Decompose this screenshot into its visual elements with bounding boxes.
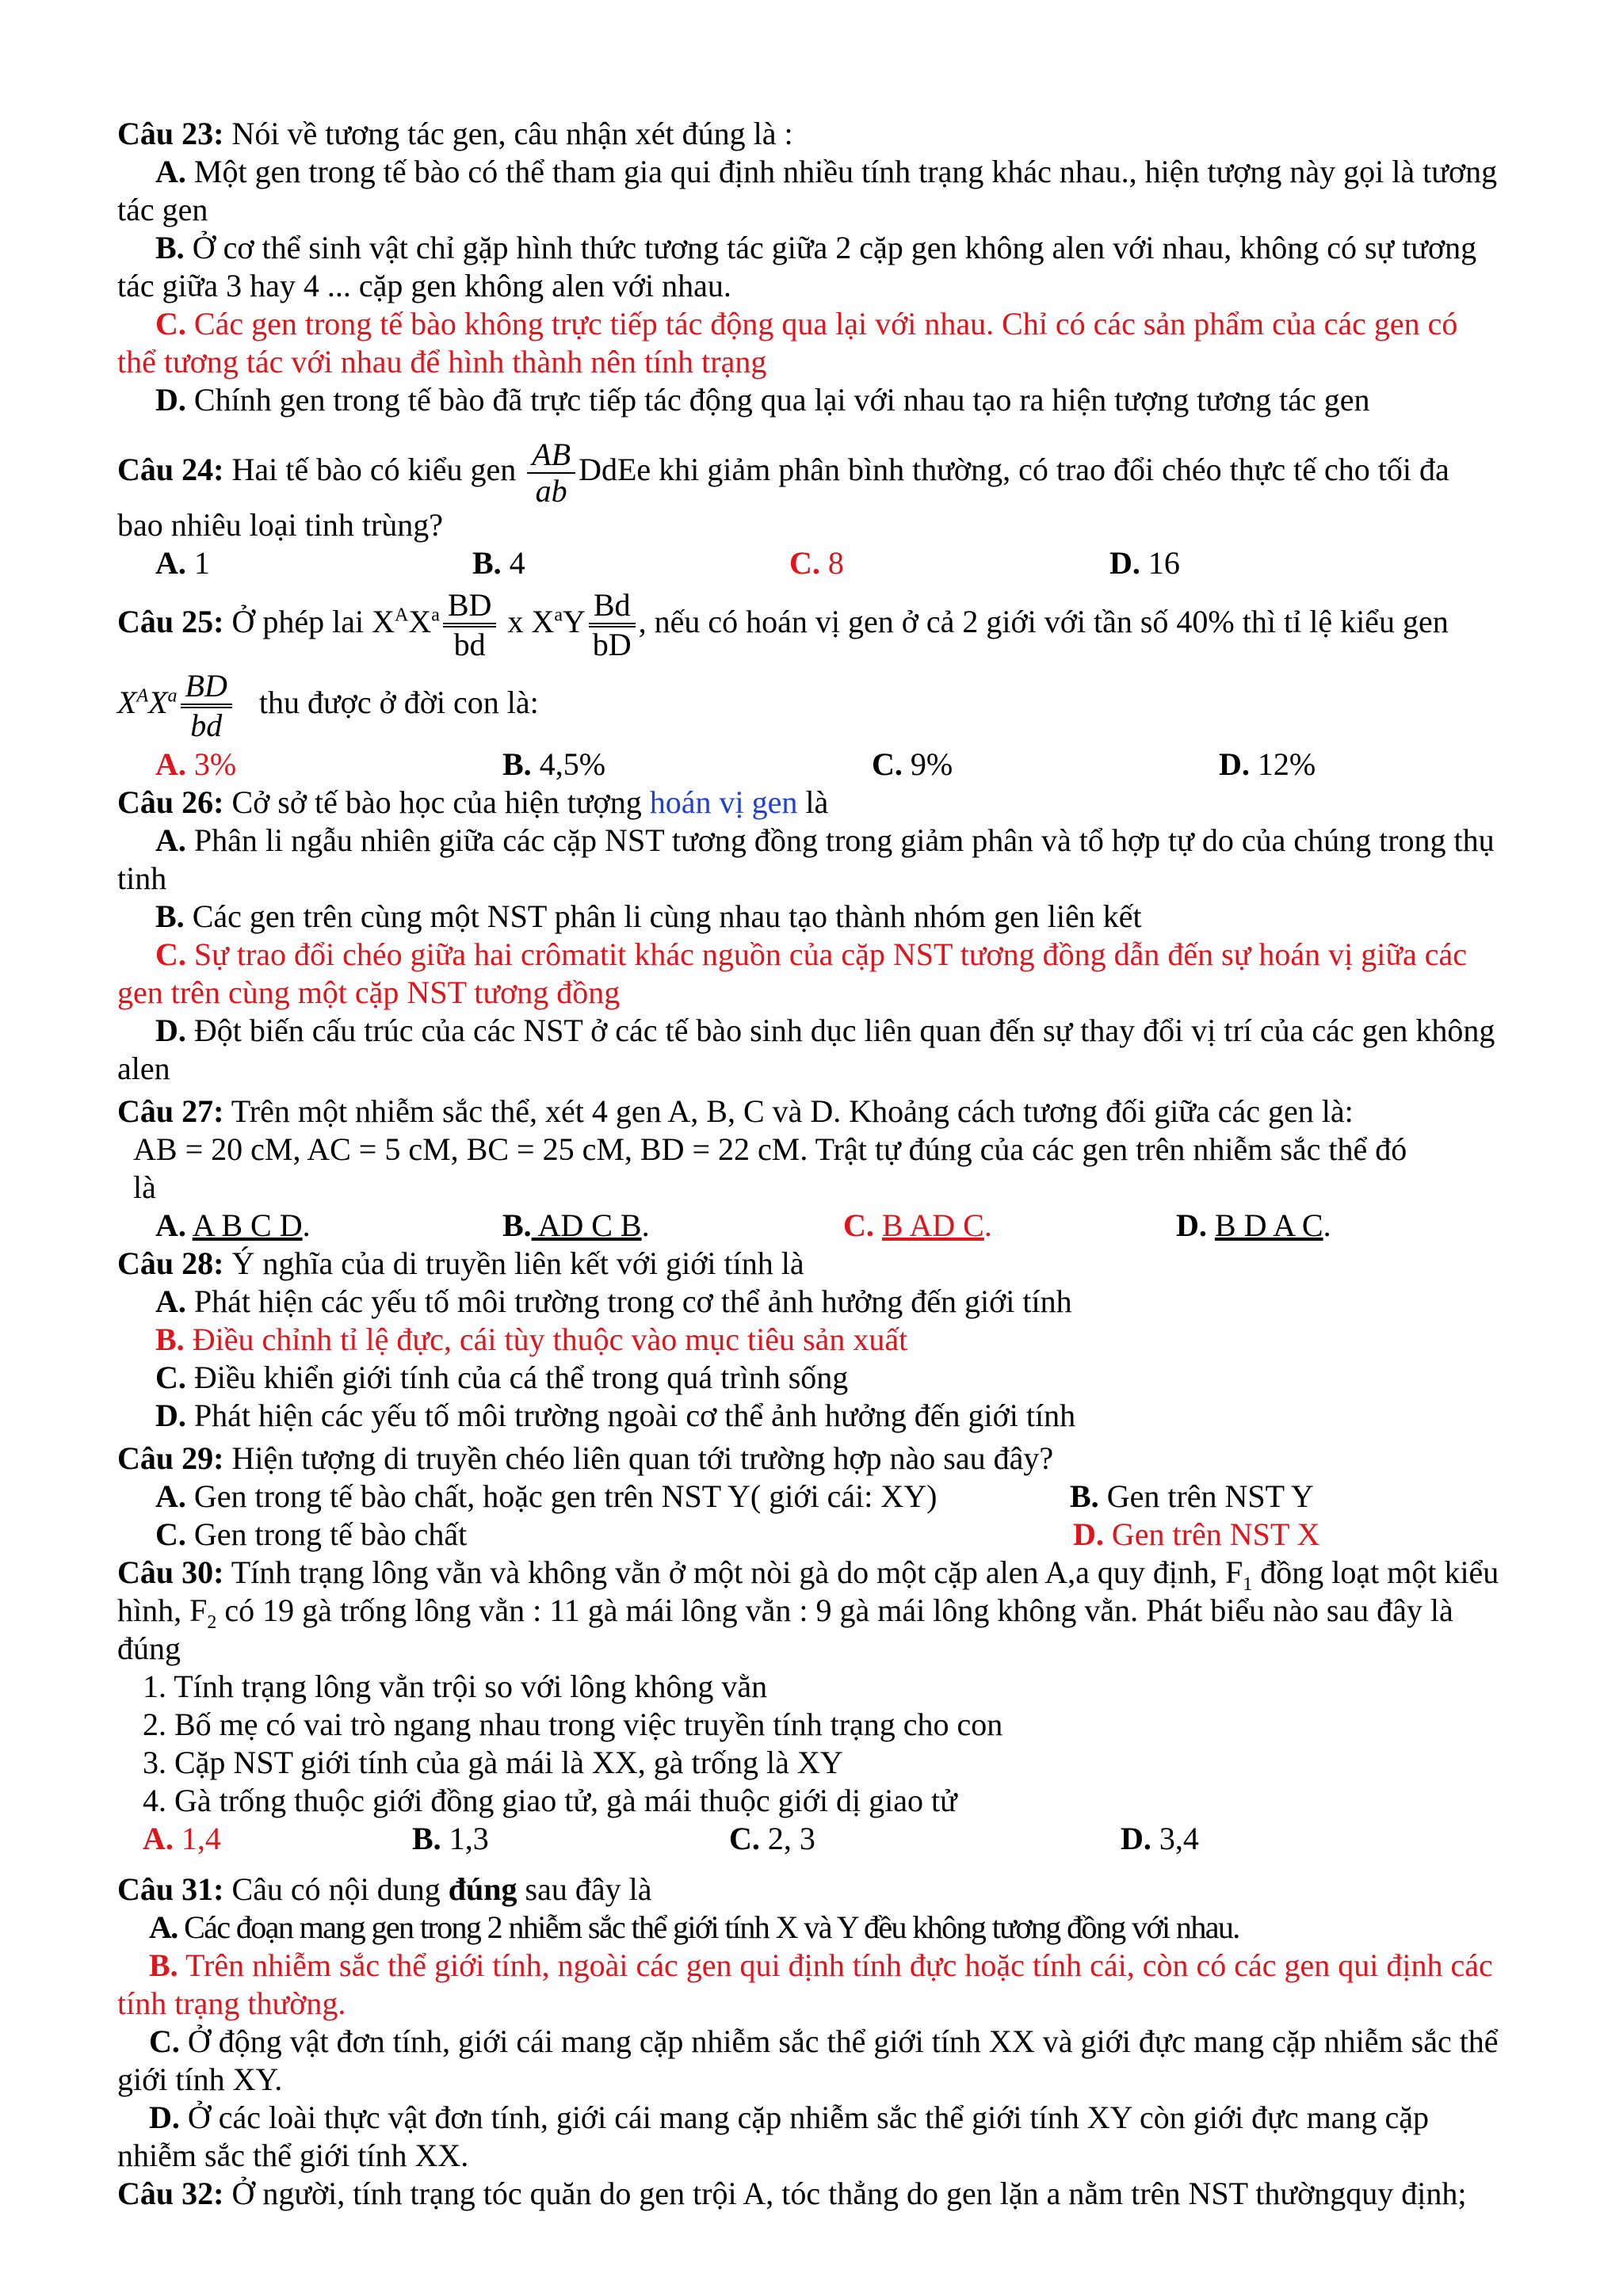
q23-option-a-cont: tác gen — [117, 192, 208, 227]
q31-option-a: A. Các đoạn mang gen trong 2 nhiễm sắc thể giới tính X và Y đều không tương đồng với nhau. — [149, 1909, 1239, 1945]
q31-option-b-cont: tính trạng thường. — [117, 1985, 346, 2021]
q25-option-d: D. 12% — [1219, 746, 1316, 782]
q23-option-b-cont: tác giữa 3 hay 4 ... cặp gen không alen với nhau. — [117, 268, 731, 303]
q29-option-c: C. Gen trong tế bào chất — [155, 1516, 468, 1552]
q24-option-d: D. 16 — [1109, 545, 1180, 581]
q24-genotype-fraction: $\frac{AB}{ab}$ — [527, 437, 575, 509]
q26-option-a: A. Phân li ngẫu nhiên giữa các cặp NST tương đồng trong giảm phân và tổ hợp tự do của chúng trong thụ — [155, 822, 1495, 858]
q23-option-d: D. Chính gen trong tế bào đã trực tiếp tác động qua lại với nhau tạo ra hiện tượng tương tác gen — [155, 382, 1370, 418]
q30-option-b: B. 1,3 — [412, 1821, 489, 1856]
q31-option-c: C. Ở động vật đơn tính, giới cái mang cặp nhiễm sắc thể giới tính XX và giới đực mang cặp nhiễm sắc thể — [149, 2023, 1499, 2059]
q25-stem: Câu 25: Ở phép lai $X^AX^a$ $\frac{BD}{bd}$ x $X^aY$ $\frac{Bd}{bD}$ , nếu có hoán vị gen ở cả 2 giới với tần số 40% thì tỉ lệ kiểu gen — [117, 586, 1449, 662]
q27-option-a: A. A B C D. — [155, 1207, 311, 1243]
q25-genotype-line: $X^AX^a$ $\frac{BD}{bd}$ thu được ở đời con là: — [117, 667, 539, 743]
q25-option-a-answer: A. 3% — [155, 746, 237, 782]
q30-option-a-answer: A. 1,4 — [143, 1821, 221, 1856]
q25-fraction-bd: $\frac{BD}{bd}$ — [443, 588, 497, 662]
q24-stem-cont: bao nhiêu loại tinh trùng? — [117, 507, 444, 543]
q25-target-fraction: $\frac{BD}{bd}$ — [181, 669, 232, 743]
q23-option-c-cont: thể tương tác với nhau để hình thành nên tính trạng — [117, 344, 767, 379]
q31-option-d-cont: nhiễm sắc thể giới tính XX. — [117, 2138, 469, 2173]
q23-option-b: B. Ở cơ thể sinh vật chỉ gặp hình thức tương tác giữa 2 cặp gen không alen với nhau, không có sự tương — [155, 230, 1477, 265]
q30-stem: Câu 30: Tính trạng lông vằn và không vằn ở một nòi gà do một cặp alen A,a quy định, $F_1$ đồng loạt một kiểu — [117, 1554, 1499, 1595]
q27-stem: Câu 27: Trên một nhiễm sắc thể, xét 4 gen A, B, C và D. Khoảng cách tương đối giữa các gen là: — [117, 1093, 1354, 1129]
q29-option-b: B. Gen trên NST Y — [1070, 1478, 1314, 1514]
q26-option-c-answer: C. Sự trao đổi chéo giữa hai crômatit khác nguồn của cặp NST tương đồng dẫn đến sự hoán vị giữa các — [155, 936, 1468, 972]
q26-option-c-cont: gen trên cùng một cặp NST tương đồng — [117, 974, 621, 1010]
q29-option-a: A. Gen trong tế bào chất, hoặc gen trên NST Y( giới cái: XY) — [155, 1478, 938, 1514]
q28-stem: Câu 28: Ý nghĩa của di truyền liên kết với giới tính là — [117, 1245, 804, 1281]
q31-option-d: D. Ở các loài thực vật đơn tính, giới cái mang cặp nhiễm sắc thể giới tính XY còn giới đực mang cặp — [149, 2100, 1429, 2135]
q24-stem: Câu 24: Hai tế bào có kiểu gen $\frac{AB}{ab}$ DdEe khi giảm phân bình thường, có trao đổi chéo thực tế cho tối đa — [117, 436, 1449, 509]
q27-stem-cont: AB = 20 cM, AC = 5 cM, BC = 25 cM, BD = 22 cM. Trật tự đúng của các gen trên nhiễm sắc thể đó — [133, 1131, 1407, 1167]
q30-stem-cont: hình, $F_2$ có 19 gà trống lông vằn : 11 gà mái lông vằn : 9 gà mái lông không vằn. Phát biểu nào sau đây là — [117, 1592, 1453, 1633]
q25-option-c: C. 9% — [872, 746, 953, 782]
q23-option-a: A. Một gen trong tế bào có thể tham gia qui định nhiều tính trạng khác nhau., hiện tượng này gọi là tương — [155, 154, 1498, 189]
q27-option-d: D. B D A C. — [1176, 1207, 1331, 1243]
q30-statement-1: 1. Tính trạng lông vằn trội so với lông không vằn — [143, 1669, 768, 1704]
q25-fraction-bd2: $\frac{Bd}{bD}$ — [589, 588, 636, 662]
q24-option-b: B. 4 — [472, 545, 525, 581]
q30-stem-cont2: đúng — [117, 1630, 181, 1666]
q26-option-d: D. Đột biến cấu trúc của các NST ở các tế bào sinh dục liên quan đến sự thay đổi vị trí của các gen không — [155, 1013, 1495, 1048]
q32-stem: Câu 32: Ở người, tính trạng tóc quăn do gen trội A, tóc thẳng do gen lặn a nằm trên NST thườngquy định; — [117, 2176, 1467, 2211]
q27-option-b: B. AD C B. — [502, 1207, 650, 1243]
q29-option-d-answer: D. Gen trên NST X — [1073, 1516, 1320, 1552]
q30-statement-3: 3. Cặp NST giới tính của gà mái là XX, gà trống là XY — [143, 1745, 843, 1780]
q23-stem: Câu 23: Nói về tương tác gen, câu nhận xét đúng là : — [117, 116, 793, 151]
q30-option-d: D. 3,4 — [1121, 1821, 1199, 1856]
q31-option-b-answer: B. Trên nhiễm sắc thể giới tính, ngoài các gen qui định tính đực hoặc tính cái, còn có các gen qui định các — [149, 1947, 1493, 1983]
q26-option-b: B. Các gen trên cùng một NST phân li cùng nhau tạo thành nhóm gen liên kết — [155, 898, 1142, 934]
q26-stem: Câu 26: Cở sở tế bào học của hiện tượng hoán vị gen là — [117, 784, 829, 820]
q28-option-c: C. Điều khiển giới tính của cá thể trong quá trình sống — [155, 1360, 849, 1395]
q28-option-b-answer: B. Điều chỉnh tỉ lệ đực, cái tùy thuộc vào mục tiêu sản xuất — [155, 1322, 908, 1357]
q28-option-a: A. Phát hiện các yếu tố môi trường trong cơ thể ảnh hưởng đến giới tính — [155, 1283, 1072, 1319]
q29-stem: Câu 29: Hiện tượng di truyền chéo liên quan tới trường hợp nào sau đây? — [117, 1440, 1054, 1476]
q23-option-c-answer: C. Các gen trong tế bào không trực tiếp tác động qua lại với nhau. Chỉ có các sản phẩm của các gen có — [155, 306, 1458, 341]
q26-option-a-cont: tinh — [117, 860, 167, 896]
q30-option-c: C. 2, 3 — [729, 1821, 815, 1856]
q24-option-c-answer: C. 8 — [789, 545, 844, 581]
q26-option-d-cont: alen — [117, 1051, 170, 1086]
q31-option-c-cont: giới tính XY. — [117, 2061, 283, 2097]
q24-option-a: A. 1 — [155, 545, 210, 581]
q27-stem-cont2: là — [133, 1169, 156, 1205]
q28-option-d: D. Phát hiện các yếu tố môi trường ngoài cơ thể ảnh hưởng đến giới tính — [155, 1398, 1076, 1433]
q27-option-c-answer: C. B AD C. — [843, 1207, 992, 1243]
q30-statement-4: 4. Gà trống thuộc giới đồng giao tử, gà mái thuộc giới dị giao tử — [143, 1783, 957, 1818]
q30-statement-2: 2. Bố mẹ có vai trò ngang nhau trong việc truyền tính trạng cho con — [143, 1707, 1003, 1742]
q31-stem: Câu 31: Câu có nội dung đúng sau đây là — [117, 1871, 652, 1907]
q25-option-b: B. 4,5% — [502, 746, 606, 782]
